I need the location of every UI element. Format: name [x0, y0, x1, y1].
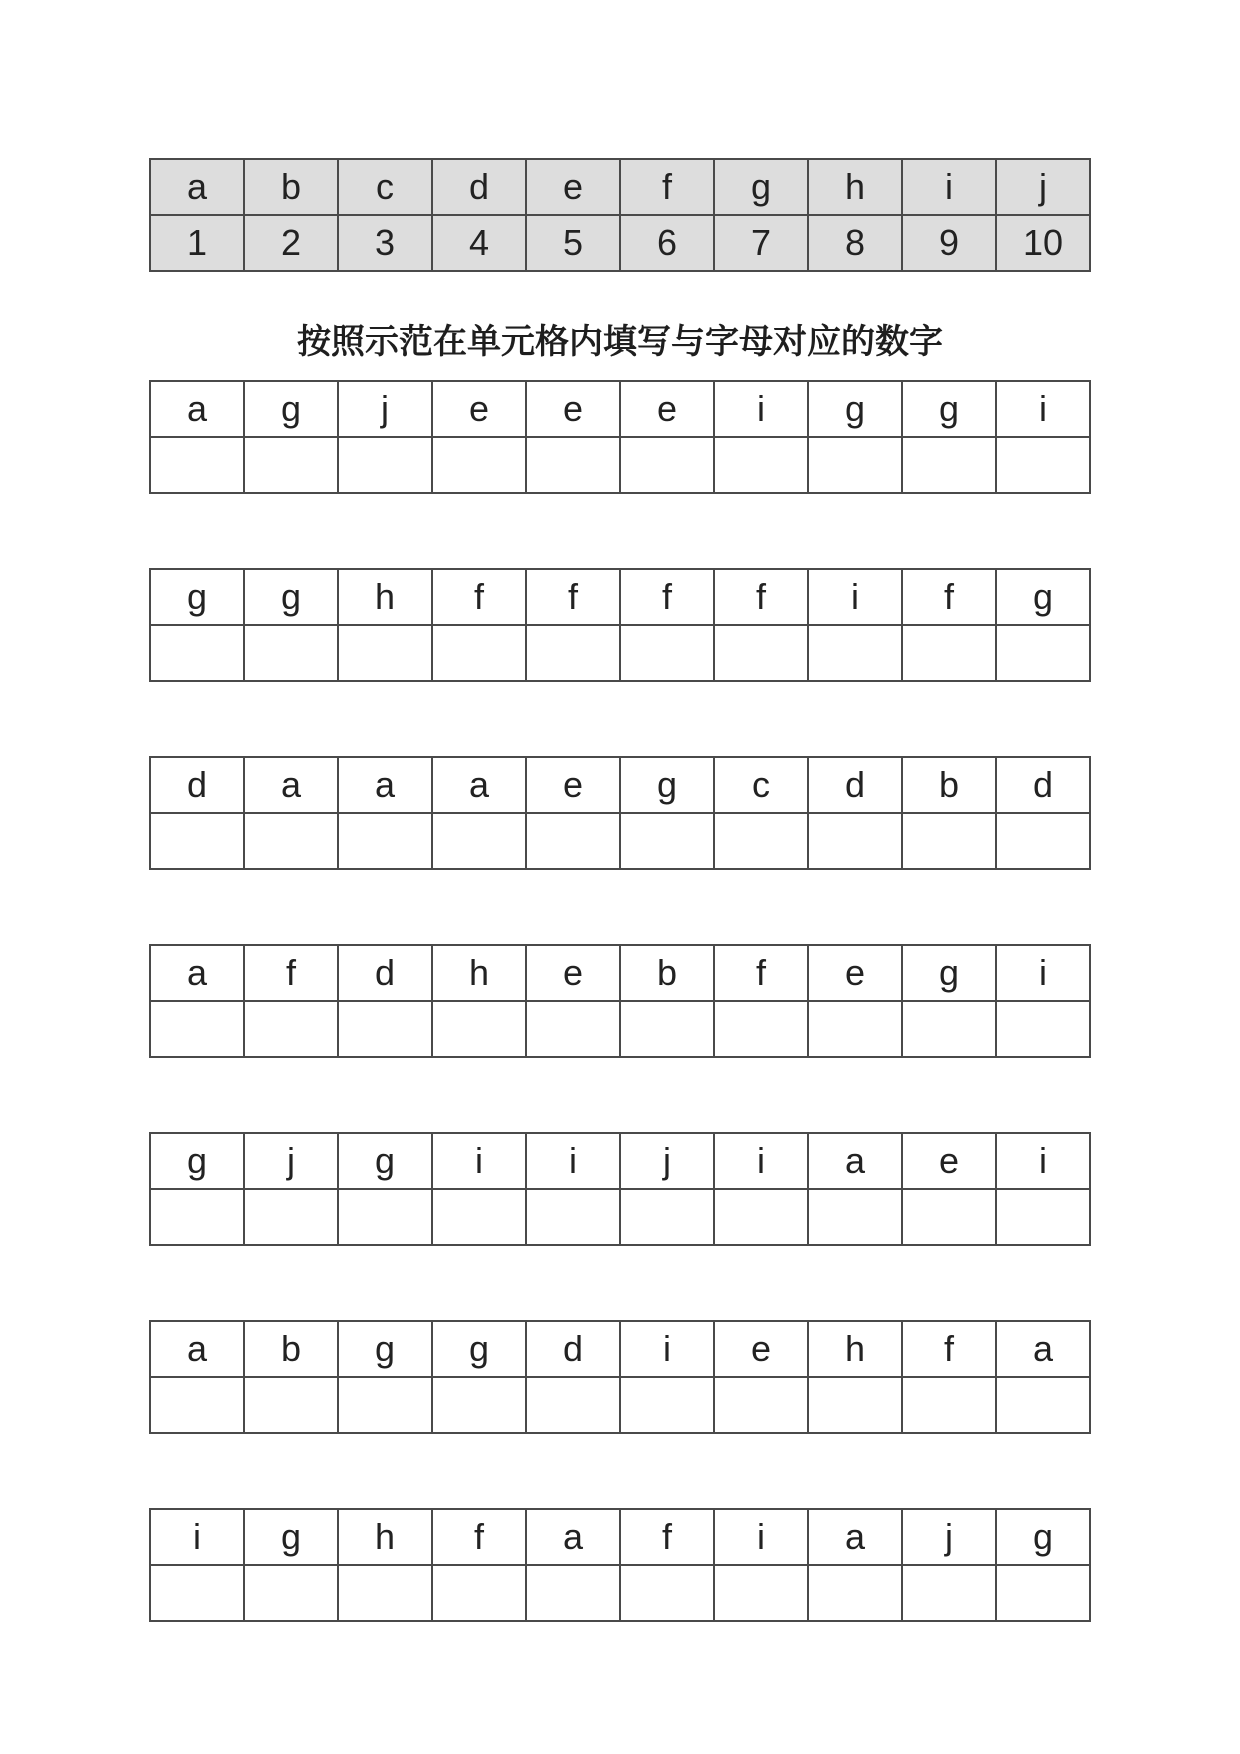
exercise-letter-row [150, 569, 1090, 625]
answer-cell[interactable] [432, 1189, 526, 1245]
letter-cell: g [150, 569, 244, 625]
exercise-table [149, 756, 1091, 870]
answer-cell[interactable] [244, 813, 338, 869]
key-letter-row [150, 159, 1090, 215]
answer-cell[interactable] [526, 437, 620, 493]
answer-cell[interactable] [244, 1377, 338, 1433]
letter-cell: e [526, 381, 620, 437]
letter-cell: j [902, 1509, 996, 1565]
letter-cell: g [432, 1321, 526, 1377]
answer-cell[interactable] [620, 625, 714, 681]
exercise-answer-row [150, 625, 1090, 681]
key-number-cell: 10 [996, 215, 1090, 271]
letter-cell: g [244, 1509, 338, 1565]
key-table [149, 158, 1091, 272]
answer-cell[interactable] [150, 625, 244, 681]
answer-cell[interactable] [526, 625, 620, 681]
letter-cell: f [714, 945, 808, 1001]
exercise-table [149, 1320, 1091, 1434]
letter-cell: g [620, 757, 714, 813]
key-letter-cell: a [150, 159, 244, 215]
key-letter-cell: b [244, 159, 338, 215]
answer-cell[interactable] [526, 813, 620, 869]
exercise-answer-row [150, 1189, 1090, 1245]
answer-cell[interactable] [996, 625, 1090, 681]
key-number-row [150, 215, 1090, 271]
letter-cell: a [526, 1509, 620, 1565]
letter-cell: f [432, 569, 526, 625]
letter-cell: e [526, 757, 620, 813]
letter-cell: g [244, 569, 338, 625]
letter-cell: h [338, 1509, 432, 1565]
key-number-cell: 1 [150, 215, 244, 271]
answer-cell[interactable] [338, 1189, 432, 1245]
letter-cell: h [808, 1321, 902, 1377]
answer-cell[interactable] [714, 625, 808, 681]
key-number-cell: 8 [808, 215, 902, 271]
answer-cell[interactable] [808, 437, 902, 493]
letter-cell: a [808, 1509, 902, 1565]
key-number-cell: 9 [902, 215, 996, 271]
answer-cell[interactable] [714, 1001, 808, 1057]
answer-cell[interactable] [808, 1001, 902, 1057]
answer-cell[interactable] [526, 1189, 620, 1245]
exercise-letter-row [150, 1321, 1090, 1377]
answer-cell[interactable] [526, 1565, 620, 1621]
letter-cell: e [902, 1133, 996, 1189]
key-number-cell: 3 [338, 215, 432, 271]
exercise-answer-row [150, 437, 1090, 493]
key-number-cell: 7 [714, 215, 808, 271]
answer-cell[interactable] [902, 1377, 996, 1433]
letter-cell: b [902, 757, 996, 813]
key-letter-cell: h [808, 159, 902, 215]
letter-cell: j [338, 381, 432, 437]
key-number-cell: 2 [244, 215, 338, 271]
letter-cell: f [526, 569, 620, 625]
answer-cell[interactable] [150, 1189, 244, 1245]
answer-cell[interactable] [338, 625, 432, 681]
exercise-table [149, 568, 1091, 682]
answer-cell[interactable] [150, 1377, 244, 1433]
answer-cell[interactable] [902, 1189, 996, 1245]
key-letter-cell: c [338, 159, 432, 215]
answer-cell[interactable] [244, 437, 338, 493]
key-letter-cell: i [902, 159, 996, 215]
answer-cell[interactable] [620, 1377, 714, 1433]
letter-cell: f [432, 1509, 526, 1565]
exercise-letter-row [150, 381, 1090, 437]
letter-cell: a [244, 757, 338, 813]
answer-cell[interactable] [808, 1377, 902, 1433]
answer-cell[interactable] [432, 437, 526, 493]
letter-cell: c [714, 757, 808, 813]
letter-cell: i [714, 381, 808, 437]
answer-cell[interactable] [526, 1377, 620, 1433]
answer-cell[interactable] [432, 1001, 526, 1057]
answer-cell[interactable] [808, 813, 902, 869]
key-number-cell: 5 [526, 215, 620, 271]
letter-cell: h [432, 945, 526, 1001]
answer-cell[interactable] [244, 625, 338, 681]
answer-cell[interactable] [808, 625, 902, 681]
letter-cell: i [620, 1321, 714, 1377]
letter-cell: g [244, 381, 338, 437]
instruction-title: 按照示范在单元格内填写与字母对应的数字 [297, 322, 943, 362]
answer-cell[interactable] [244, 1001, 338, 1057]
exercise-answer-row [150, 1001, 1090, 1057]
answer-cell[interactable] [808, 1189, 902, 1245]
letter-cell: a [432, 757, 526, 813]
answer-cell[interactable] [620, 1001, 714, 1057]
letter-cell: h [338, 569, 432, 625]
answer-cell[interactable] [432, 625, 526, 681]
letter-cell: g [150, 1133, 244, 1189]
letter-cell: a [338, 757, 432, 813]
letter-cell: i [996, 1133, 1090, 1189]
answer-cell[interactable] [714, 813, 808, 869]
exercise-table [149, 1132, 1091, 1246]
letter-cell: g [996, 1509, 1090, 1565]
answer-cell[interactable] [432, 1377, 526, 1433]
key-letter-cell: d [432, 159, 526, 215]
letter-cell: j [620, 1133, 714, 1189]
exercise-table [149, 1508, 1091, 1622]
answer-cell[interactable] [526, 1001, 620, 1057]
letter-cell: f [620, 1509, 714, 1565]
letter-cell: e [620, 381, 714, 437]
key-letter-cell: e [526, 159, 620, 215]
letter-cell: b [620, 945, 714, 1001]
letter-cell: g [808, 381, 902, 437]
letter-cell: g [902, 381, 996, 437]
letter-cell: f [620, 569, 714, 625]
letter-cell: i [150, 1509, 244, 1565]
letter-cell: a [150, 1321, 244, 1377]
letter-cell: e [808, 945, 902, 1001]
letter-cell: d [808, 757, 902, 813]
letter-cell: j [244, 1133, 338, 1189]
answer-cell[interactable] [620, 437, 714, 493]
answer-cell[interactable] [996, 1565, 1090, 1621]
letter-cell: d [996, 757, 1090, 813]
letter-cell: b [244, 1321, 338, 1377]
letter-cell: i [808, 569, 902, 625]
answer-cell[interactable] [338, 437, 432, 493]
answer-cell[interactable] [432, 813, 526, 869]
answer-cell[interactable] [996, 1001, 1090, 1057]
key-number-cell: 4 [432, 215, 526, 271]
answer-cell[interactable] [150, 813, 244, 869]
letter-cell: e [526, 945, 620, 1001]
key-letter-cell: f [620, 159, 714, 215]
answer-cell[interactable] [338, 1001, 432, 1057]
answer-cell[interactable] [244, 1189, 338, 1245]
answer-cell[interactable] [150, 1001, 244, 1057]
letter-cell: g [902, 945, 996, 1001]
answer-cell[interactable] [902, 625, 996, 681]
letter-cell: i [526, 1133, 620, 1189]
letter-cell: i [996, 381, 1090, 437]
answer-cell[interactable] [620, 813, 714, 869]
answer-cell[interactable] [902, 437, 996, 493]
exercise-table [149, 380, 1091, 494]
answer-cell[interactable] [996, 1377, 1090, 1433]
letter-cell: a [150, 381, 244, 437]
exercise-letter-row [150, 757, 1090, 813]
letter-cell: a [150, 945, 244, 1001]
exercise-answer-row [150, 1565, 1090, 1621]
letter-cell: a [808, 1133, 902, 1189]
letter-cell: f [902, 569, 996, 625]
key-letter-cell: g [714, 159, 808, 215]
answer-cell[interactable] [996, 437, 1090, 493]
letter-cell: i [432, 1133, 526, 1189]
answer-cell[interactable] [996, 1189, 1090, 1245]
exercise-table [149, 944, 1091, 1058]
key-number-cell: 6 [620, 215, 714, 271]
answer-cell[interactable] [244, 1565, 338, 1621]
answer-cell[interactable] [714, 437, 808, 493]
answer-cell[interactable] [714, 1565, 808, 1621]
exercise-answer-row [150, 813, 1090, 869]
answer-cell[interactable] [714, 1189, 808, 1245]
answer-cell[interactable] [150, 437, 244, 493]
answer-cell[interactable] [432, 1565, 526, 1621]
exercise-answer-row [150, 1377, 1090, 1433]
answer-cell[interactable] [150, 1565, 244, 1621]
answer-cell[interactable] [338, 1377, 432, 1433]
answer-cell[interactable] [902, 813, 996, 869]
exercise-letter-row [150, 1509, 1090, 1565]
answer-cell[interactable] [902, 1001, 996, 1057]
answer-cell[interactable] [996, 813, 1090, 869]
answer-cell[interactable] [714, 1377, 808, 1433]
answer-cell[interactable] [620, 1565, 714, 1621]
letter-cell: f [244, 945, 338, 1001]
letter-cell: f [714, 569, 808, 625]
answer-cell[interactable] [808, 1565, 902, 1621]
letter-cell: d [526, 1321, 620, 1377]
exercise-letter-row [150, 945, 1090, 1001]
letter-cell: i [996, 945, 1090, 1001]
answer-cell[interactable] [338, 1565, 432, 1621]
letter-cell: e [432, 381, 526, 437]
letter-cell: g [338, 1133, 432, 1189]
letter-cell: d [150, 757, 244, 813]
key-letter-cell: j [996, 159, 1090, 215]
letter-cell: a [996, 1321, 1090, 1377]
letter-cell: e [714, 1321, 808, 1377]
letter-cell: i [714, 1133, 808, 1189]
answer-cell[interactable] [902, 1565, 996, 1621]
letter-cell: g [338, 1321, 432, 1377]
letter-cell: f [902, 1321, 996, 1377]
answer-cell[interactable] [620, 1189, 714, 1245]
letter-cell: d [338, 945, 432, 1001]
letter-cell: g [996, 569, 1090, 625]
letter-cell: i [714, 1509, 808, 1565]
answer-cell[interactable] [338, 813, 432, 869]
exercise-letter-row [150, 1133, 1090, 1189]
